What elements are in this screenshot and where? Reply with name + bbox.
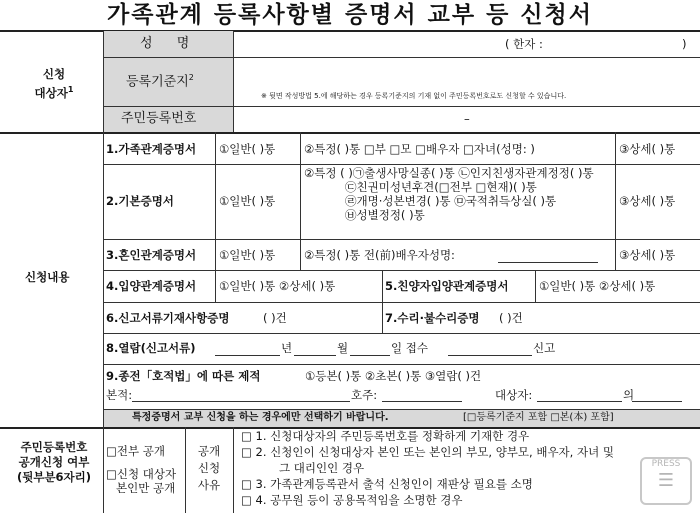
basic-specific-line2[interactable]: ㉢친권미성년후견(□전부 □현재)( )통 bbox=[345, 180, 537, 194]
inspection-day-received-label: 일 접수 bbox=[391, 341, 428, 355]
disclosure-label: 주민등록번호 공개신청 여부 (뒷부분6자리) bbox=[16, 440, 92, 484]
full-adoption-options[interactable]: ①일반( )통 ②상세( )통 bbox=[539, 279, 656, 293]
registration-base-label: 등록기준지$^2$ bbox=[126, 73, 194, 90]
inspection-report-label: 신고 bbox=[533, 341, 556, 355]
inspection-month-label: 월 bbox=[337, 341, 349, 355]
registration-base-note: ※ 뒷면 작성방법 5.에 해당하는 경우 등록기준지의 기재 없이 주민등록번호로도 신청할 수 있습니다. bbox=[261, 92, 567, 100]
basic-general-option[interactable]: ①일반( )통 bbox=[219, 194, 276, 208]
marriage-specific-option[interactable]: ②특정( )통 전(前)배우자성명: bbox=[304, 248, 455, 262]
resident-number-label: 주민등록번호 bbox=[121, 111, 197, 126]
basic-specific-line1[interactable]: ②특정 ( )㉠출생사망실종( )통 ㉡인지친생자관계정정( )통 bbox=[304, 166, 594, 180]
report-document-cert-label: 6.신고서류기재사항증명 bbox=[106, 311, 230, 325]
target-person-suffix: 의 bbox=[623, 388, 635, 402]
family-detailed-option[interactable]: ③상세( )통 bbox=[619, 142, 676, 156]
family-relation-cert-label: 1.가족관계증명서 bbox=[106, 142, 197, 156]
target-person-label: 대상자: bbox=[495, 388, 533, 402]
head-of-household-label: 호주: bbox=[351, 388, 378, 402]
marriage-detailed-option[interactable]: ③상세( )통 bbox=[619, 248, 676, 262]
applicant-only-option-line2: 본인만 공개 bbox=[116, 481, 176, 495]
inspection-label: 8.열람(신고서류) bbox=[106, 341, 196, 355]
full-adoption-cert-label: 5.친양자입양관계증명서 bbox=[385, 279, 509, 293]
form-title: 가족관계 등록사항별 증명서 교부 등 신청서 bbox=[0, 0, 700, 32]
adoption-options[interactable]: ①일반( )통 ②상세( )통 bbox=[219, 279, 336, 293]
resident-number-field[interactable]: – bbox=[464, 112, 470, 126]
hanja-close-paren: ) bbox=[682, 37, 687, 51]
full-disclosure-option[interactable]: □전부 공개 bbox=[106, 444, 165, 458]
family-specific-option[interactable]: ②특정( )통 □부 □모 □배우자 □자녀(성명: ) bbox=[304, 142, 535, 156]
marriage-general-option[interactable]: ①일반( )통 bbox=[219, 248, 276, 262]
acceptance-count-field[interactable]: ( )건 bbox=[499, 311, 523, 325]
domicile-label: 본적: bbox=[106, 388, 133, 402]
basic-detailed-option[interactable]: ③상세( )통 bbox=[619, 194, 676, 208]
adoption-relation-cert-label: 4.입양관계증명서 bbox=[106, 279, 197, 293]
press-watermark-logo: PRESS ☰ bbox=[640, 457, 692, 505]
basic-specific-line3[interactable]: ㉣개명·성본변경( )통 ㉤국적취득상실( )통 bbox=[345, 194, 557, 208]
reason-4[interactable]: □ 4. 공무원 등이 공용목적임을 소명한 경우 bbox=[241, 493, 463, 507]
application-contents-label: 신청내용 bbox=[25, 270, 70, 284]
name-label: 성 명 bbox=[140, 36, 200, 51]
hanja-field[interactable]: ( 한자 : bbox=[505, 37, 543, 51]
basic-cert-label: 2.기본증명서 bbox=[106, 194, 174, 208]
reason-2-line1[interactable]: □ 2. 신청인이 신청대상자 본인 또는 본인의 부모, 양부모, 배우자, 자녀 및 bbox=[241, 445, 614, 459]
applicant-label: 신청 대상자$^1$ bbox=[34, 67, 74, 100]
acceptance-cert-label: 7.수리·불수리증명 bbox=[385, 311, 480, 325]
disclosure-reason-label: 공개 신청 사유 bbox=[197, 444, 221, 492]
report-count-field[interactable]: ( )건 bbox=[263, 311, 287, 325]
notice-options[interactable]: [□등록기준지 포함 □본(本) 포함] bbox=[463, 412, 614, 423]
marriage-relation-cert-label: 3.혼인관계증명서 bbox=[106, 248, 197, 262]
reason-1[interactable]: □ 1. 신청대상자의 주민등록번호를 정확하게 기재한 경우 bbox=[241, 429, 530, 443]
family-general-option[interactable]: ①일반( )통 bbox=[219, 142, 276, 156]
applicant-only-option-line1[interactable]: □신청 대상자 bbox=[106, 467, 177, 481]
reason-3[interactable]: □ 3. 가족관계등록관서 출석 신청인이 재판상 필요를 소명 bbox=[241, 477, 533, 491]
reason-2-line2: 그 대리인인 경우 bbox=[279, 461, 365, 475]
selection-notice: 특정증명서 교부 신청을 하는 경우에만 선택하기 바랍니다. bbox=[132, 412, 389, 423]
document-icon: ☰ bbox=[657, 470, 675, 491]
inspection-year-label: 년 bbox=[281, 341, 293, 355]
old-register-options[interactable]: ①등본( )통 ②초본( )통 ③열람( )건 bbox=[305, 369, 482, 383]
basic-specific-line4[interactable]: ㉥성별정정( )통 bbox=[345, 208, 425, 222]
old-register-removed-label: 9.종전「호적법」에 따른 제적 bbox=[106, 369, 261, 383]
